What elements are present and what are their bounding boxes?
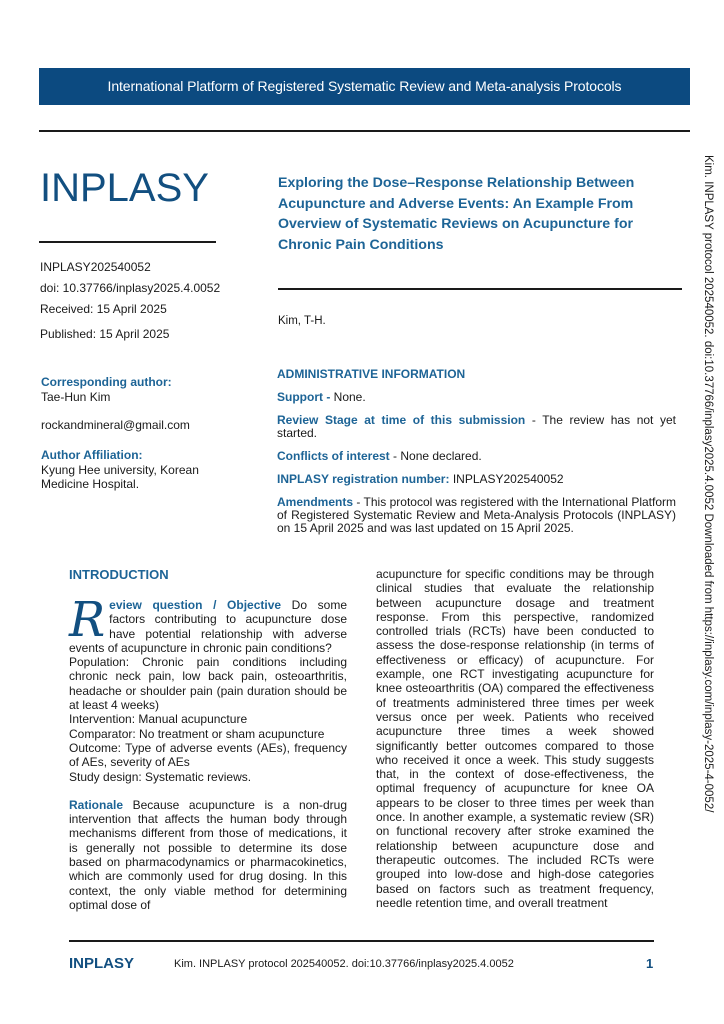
footer-rule <box>69 940 654 942</box>
page-number: 1 <box>646 956 654 971</box>
introduction-heading: INTRODUCTION <box>69 567 169 582</box>
review-stage-label: Review Stage at time of this submission <box>277 413 526 427</box>
outcome-text: Outcome: Type of adverse events (AEs), frequency of AEs, severity of AEs <box>69 740 347 770</box>
admin-conflicts <box>277 450 676 463</box>
footer-citation: Kim. INPLASY protocol 202540052. doi:10.37766/inplasy2025.4.0052 <box>174 958 514 970</box>
admin-registration-number <box>277 473 676 486</box>
received-date: Received: 15 April 2025 <box>40 302 167 316</box>
corresponding-author-block <box>41 375 241 433</box>
journal-banner: International Platform of Registered Systematic Review and Meta-analysis Protocols <box>39 68 690 105</box>
rationale-paragraph <box>69 798 347 912</box>
registration-number-label: INPLASY registration number: <box>277 472 450 486</box>
review-stage-value: - The review has not yet started. <box>277 413 676 440</box>
admin-amendments <box>277 496 676 535</box>
comparator-text: Comparator: No treatment or sham acupuncture <box>69 726 325 741</box>
support-value: None. <box>333 390 366 404</box>
administrative-information <box>277 368 676 535</box>
column-right-text: acupuncture for specific conditions may be through clinical studies that evaluate the relationship between acupuncture dosage and treatment response. From this perspective, randomized controlled trials (RCTs) have been conducted to assess the dose-response relationship (in terms of effectiveness or efficacy) of acupuncture. For example, one RCT investigating acupuncture for knee osteoarthritis (OA) compared the effectiveness of treatments administered three times per week versus once per week. Patients who received acupuncture three times a week showed significantly better outcomes compared to those who received it once a week. This study suggests that, in the context of dose-effectiveness, the optimal frequency of acupuncture for knee OA appears to be closer to three times per week than once. In another example, a systematic review (SR) on functional recovery after stroke examined the relationship between acupuncture dose and therapeutic outcomes. The included RCTs were grouped into low-dose and high-dose categories based on factors such as treatment frequency, needle retention time, and overall treatment <box>376 567 654 910</box>
review-question-label: eview question / Objective <box>109 598 282 612</box>
rationale-label: Rationale <box>69 797 124 812</box>
admin-support <box>277 391 676 404</box>
admin-heading: ADMINISTRATIVE INFORMATION <box>277 367 466 381</box>
review-question-text: Do some factors contributing to acupuncture dose have potential relationship with adverse events of acupuncture in chronic pain conditions? <box>69 598 347 655</box>
author-affiliation-label: Author Affiliation: <box>41 448 143 462</box>
doi[interactable]: doi: 10.37766/inplasy2025.4.0052 <box>40 281 221 295</box>
corresponding-author-email[interactable]: rockandmineral@gmail.com <box>41 418 190 432</box>
support-label: Support - <box>277 390 334 404</box>
column-right <box>376 567 654 910</box>
review-question-paragraph <box>69 592 347 655</box>
study-design-text: Study design: Systematic reviews. <box>69 769 252 784</box>
article-authors: Kim, T-H. <box>278 315 326 327</box>
column-left <box>69 592 347 912</box>
article-title: Exploring the Dose–Response Relationship Between Acupuncture and Adverse Events: An Example From Overview of Systematic Reviews on Acupuncture for Chronic Pain Conditions <box>278 175 635 253</box>
published-date: Published: 15 April 2025 <box>40 327 170 341</box>
registration-id: INPLASY202540052 <box>40 260 151 274</box>
amendments-value: - This protocol was registered with the International Platform of Registered Systematic Review and Meta-Analysis Protocols (INPLASY) on 15 April 2025 and was last updated on 15 April 2025. <box>277 495 676 535</box>
footer-inplasy-logo: INPLASY <box>69 955 135 972</box>
conflicts-value: - None declared. <box>389 449 482 463</box>
corresponding-author-name: Tae-Hun Kim <box>41 389 111 404</box>
population-text: Population: Chronic pain conditions including chronic neck pain, low back pain, osteoarthritis, headache or shoulder pain (pain duration should be at least 4 weeks) <box>69 655 347 713</box>
author-affiliation-text: Kyung Hee university, Korean Medicine Hospital. <box>41 462 199 491</box>
inplasy-logo: INPLASY <box>40 166 209 210</box>
drop-cap: R <box>69 592 106 648</box>
amendments-label: Amendments <box>277 495 354 509</box>
corresponding-author-label: Corresponding author: <box>41 375 172 389</box>
registration-number-value: INPLASY202540052 <box>449 472 564 486</box>
side-citation: Kim. INPLASY protocol 202540052. doi:10.37766/inplasy2025.4.0052 Downloaded from https://inplasy.com/inplasy-2025-4-0052/ <box>702 155 714 813</box>
rationale-text: Because acupuncture is a non-drug intervention that affects the human body through mechanisms different from those of medications, it is generally not possible to determine its dose based on pharmacodynamics or pharmacokinetics, which are commonly used for drug dosing. In this context, the only viable method for determining optimal dose of <box>69 797 347 912</box>
logo-rule <box>39 241 216 243</box>
header-rule <box>39 130 690 132</box>
title-rule <box>278 288 682 290</box>
admin-review-stage <box>277 414 676 440</box>
conflicts-label: Conflicts of interest <box>277 449 390 463</box>
author-affiliation-block <box>41 448 241 492</box>
intervention-text: Intervention: Manual acupuncture <box>69 712 248 727</box>
